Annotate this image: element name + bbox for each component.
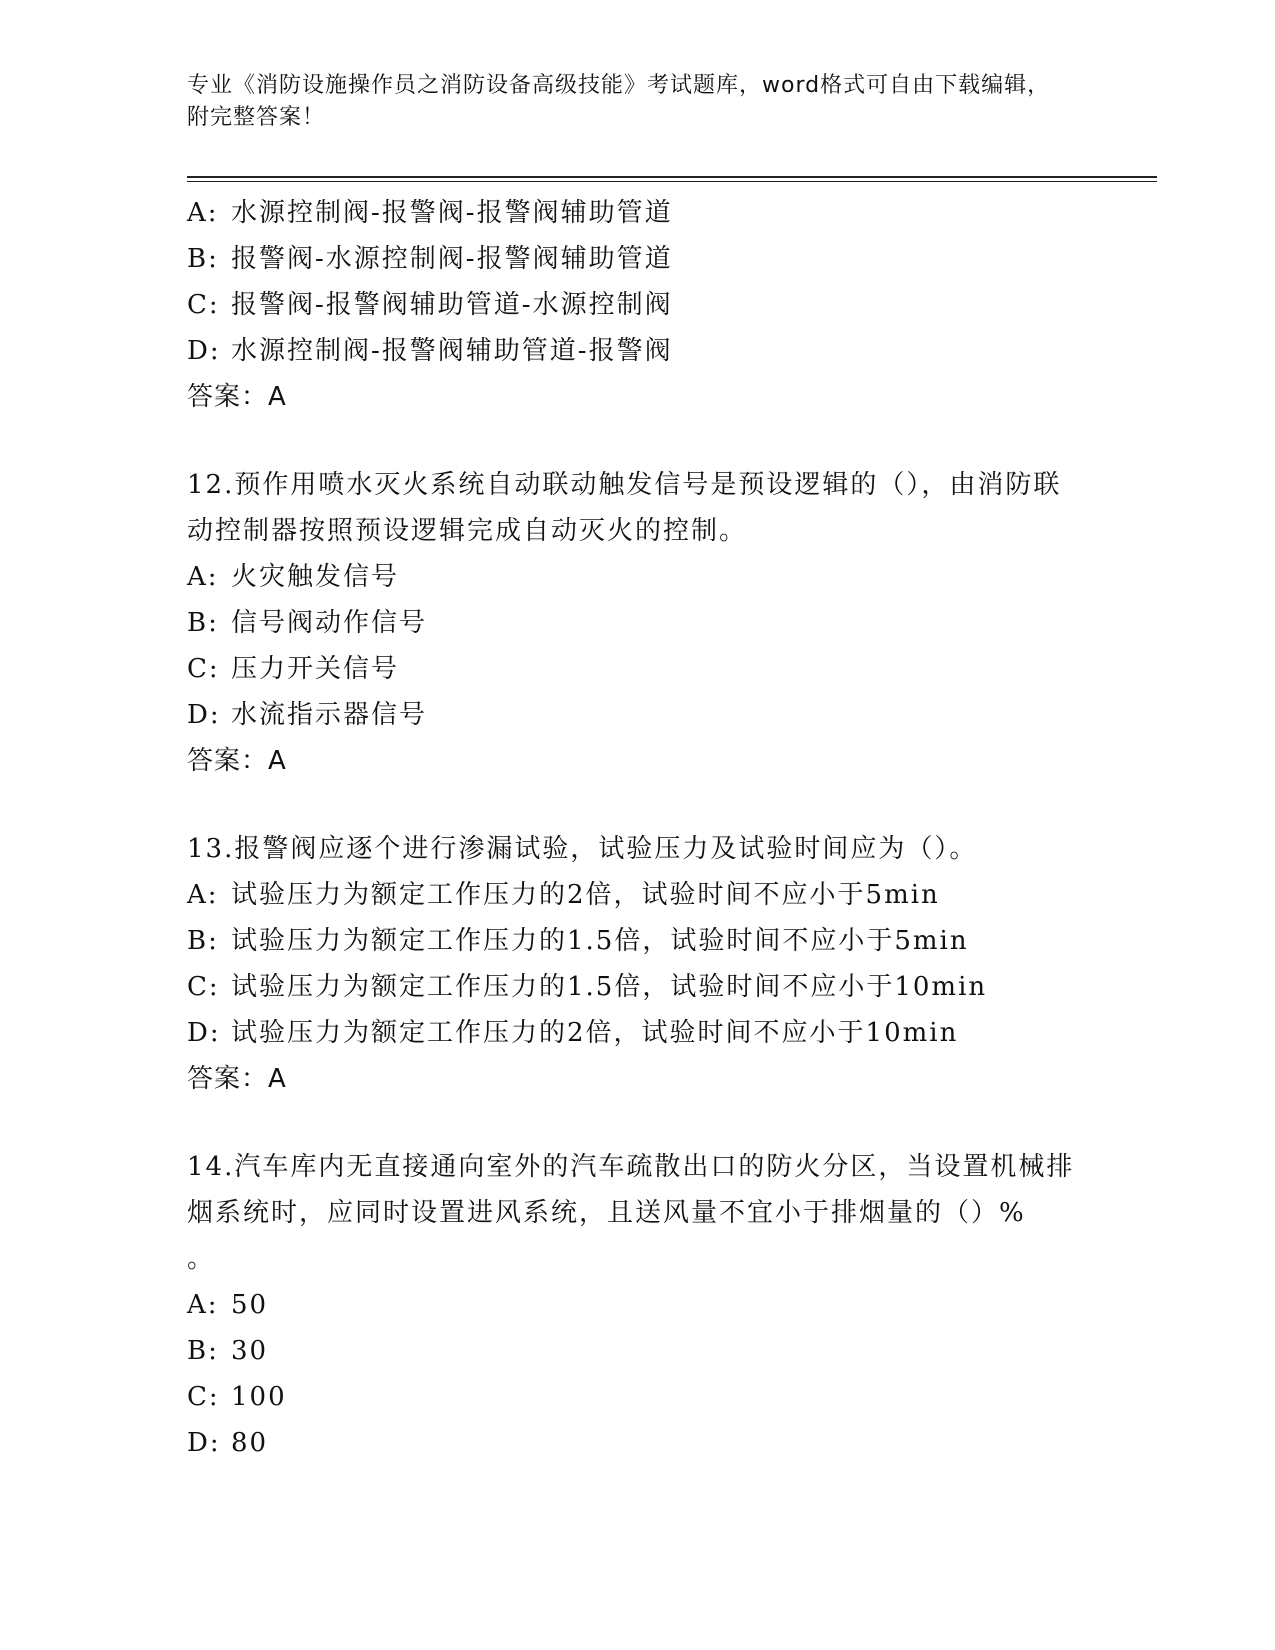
header-divider-thin (187, 181, 1157, 182)
option-text: 50 (231, 1290, 269, 1320)
document-page (187, 0, 1157, 1650)
option-d (187, 692, 1087, 738)
option-label: B: (187, 926, 219, 956)
option-a (187, 190, 1087, 236)
option-text: 80 (231, 1428, 269, 1458)
answer-line: 答案：A (187, 1064, 287, 1094)
option-b (187, 918, 1087, 964)
question-text: 13.报警阀应逐个进行渗漏试验，试验压力及试验时间应为（）。 (187, 834, 978, 864)
option-b (187, 1328, 1087, 1374)
option-text: 压力开关信号 (231, 654, 400, 684)
question-text: 14.汽车库内无直接通向室外的汽车疏散出口的防火分区，当设置机械排烟系统时，应同时设置进风系统，且送风量不宜小于排烟量的（）% (187, 1152, 1075, 1228)
option-c (187, 646, 1087, 692)
option-c (187, 282, 1087, 328)
option-text: 30 (231, 1336, 269, 1366)
option-text: 试验压力为额定工作压力的1.5倍，试验时间不应小于10min (231, 972, 988, 1002)
option-text: 水源控制阀-报警阀-报警阀辅助管道 (231, 198, 673, 228)
option-label: A: (187, 880, 219, 910)
option-b (187, 600, 1087, 646)
option-text: 水源控制阀-报警阀辅助管道-报警阀 (231, 336, 673, 366)
question-block-13 (187, 826, 1087, 1102)
option-label: D: (187, 700, 221, 730)
option-text: 试验压力为额定工作压力的1.5倍，试验时间不应小于5min (231, 926, 969, 956)
question-block-11 (187, 190, 1087, 420)
option-label: C: (187, 654, 220, 684)
answer-line: 答案：A (187, 382, 287, 412)
option-d (187, 1420, 1087, 1466)
header-divider-thick (187, 176, 1157, 178)
option-label: B: (187, 608, 219, 638)
question-block-12 (187, 462, 1087, 784)
question-text-tail: 。 (187, 1244, 216, 1274)
option-text: 100 (231, 1382, 287, 1412)
option-b (187, 236, 1087, 282)
option-label: A: (187, 198, 219, 228)
option-text: 水流指示器信号 (231, 700, 428, 730)
document-header: 专业《消防设施操作员之消防设备高级技能》考试题库，word格式可自由下载编辑，附完整答案！ (187, 73, 1051, 130)
option-a (187, 554, 1087, 600)
spacer (187, 1102, 1087, 1144)
answer-line: 答案：A (187, 746, 287, 776)
option-text: 报警阀-报警阀辅助管道-水源控制阀 (231, 290, 673, 320)
option-a (187, 1282, 1087, 1328)
option-label: D: (187, 1428, 221, 1458)
spacer (187, 420, 1087, 462)
option-d (187, 328, 1087, 374)
option-label: D: (187, 1018, 221, 1048)
question-list (187, 190, 1087, 1466)
option-label: D: (187, 336, 221, 366)
option-text: 火灾触发信号 (231, 562, 400, 592)
option-label: A: (187, 1290, 219, 1320)
option-c (187, 964, 1087, 1010)
option-label: B: (187, 244, 219, 274)
option-text: 信号阀动作信号 (231, 608, 428, 638)
spacer (187, 784, 1087, 826)
option-label: A: (187, 562, 219, 592)
option-c (187, 1374, 1087, 1420)
option-label: C: (187, 1382, 220, 1412)
option-text: 试验压力为额定工作压力的2倍，试验时间不应小于5min (231, 880, 940, 910)
option-label: C: (187, 972, 220, 1002)
option-label: B: (187, 1336, 219, 1366)
question-text: 12.预作用喷水灭火系统自动联动触发信号是预设逻辑的（），由消防联动控制器按照预设逻辑完成自动灭火的控制。 (187, 470, 1062, 546)
option-d (187, 1010, 1087, 1056)
option-text: 报警阀-水源控制阀-报警阀辅助管道 (231, 244, 673, 274)
option-text: 试验压力为额定工作压力的2倍，试验时间不应小于10min (231, 1018, 959, 1048)
option-a (187, 872, 1087, 918)
question-block-14 (187, 1144, 1087, 1466)
option-label: C: (187, 290, 220, 320)
